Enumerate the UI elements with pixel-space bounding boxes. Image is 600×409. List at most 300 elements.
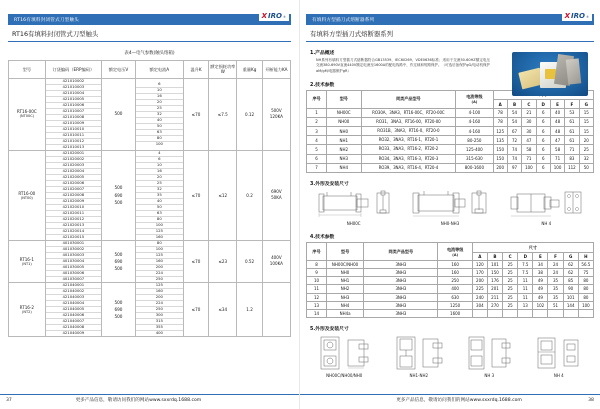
order-code: 421040001	[46, 283, 101, 289]
cell-dim-f: 51	[548, 301, 563, 309]
cell-dim-g: 25	[579, 145, 593, 154]
col-rated-voltage: 额定电压V	[102, 61, 136, 79]
cell-rated-currents	[135, 283, 183, 337]
cell-model: NH4	[327, 301, 364, 309]
cell-weight: 1.2	[237, 283, 262, 337]
cell-dim-g: 15	[579, 108, 593, 117]
cell-weight: 0.12	[237, 78, 262, 150]
table-row	[307, 260, 594, 268]
cell-current-rating: 315-630	[456, 154, 493, 163]
current-value: 25	[136, 106, 183, 112]
cell-dim-e: 71	[550, 154, 564, 163]
brand-logo-right	[562, 11, 592, 21]
cell-no: 13	[307, 301, 327, 309]
order-code: 421010002	[46, 79, 101, 85]
order-code: 421040006	[46, 313, 101, 319]
brand-logo-x: X	[564, 12, 571, 20]
order-code: 421020004	[46, 169, 101, 175]
current-value: 10	[136, 163, 183, 169]
cell-dim-f: 35	[548, 277, 563, 285]
voltage-value: 500	[114, 314, 123, 320]
current-value: 160	[155, 234, 163, 240]
breaking-value: 400V	[271, 254, 282, 260]
order-code: 421010005	[46, 97, 101, 103]
drawing-label: NH00C	[346, 221, 361, 227]
overview-paragraph: NH系列有填料方型插刀式熔断器符合GB13539、IEC60269、VDE0636标准；适用于交流50-60HZ额定电压交流380-690V直流440V额定电流至1600A的配电线路中，作过载和短路保护。（可选后备保护gG/电动机保护aM/gM/电器保护gR）	[316, 58, 490, 73]
table-row	[307, 117, 594, 126]
cell-order-codes	[45, 78, 101, 150]
current-value: 20	[136, 100, 183, 106]
cell-model: NH2	[327, 285, 364, 293]
cell-power-loss: ≤12	[209, 150, 237, 240]
order-code: 401030007	[62, 276, 85, 282]
fuse-base-front-icon	[466, 335, 488, 371]
order-code: 421020005	[46, 175, 101, 181]
right-page-title: 有填料方型插刀式熔断器系列	[306, 25, 594, 42]
order-code: 421010004	[46, 91, 101, 97]
drawing-label: NH1-NH2	[409, 372, 429, 378]
brand-logo-tm: ®	[283, 15, 286, 19]
fuse-body-d	[566, 58, 582, 84]
cell-model: NH00	[327, 117, 361, 126]
col-dim-g: G	[563, 252, 578, 260]
cell-no: 11	[307, 285, 327, 293]
cell-model: RT16-00 (NT00)	[9, 150, 46, 240]
cell-dim-b: 97	[507, 163, 521, 172]
cell-rated-voltage	[102, 240, 136, 282]
cell-dim-f: 24	[548, 269, 563, 277]
cell-dim-c: 25	[503, 293, 518, 301]
current-value: 125	[136, 283, 183, 289]
breaking-value: 100KA	[269, 261, 283, 267]
col-dim-c: C	[522, 100, 536, 108]
table-header-row	[307, 243, 594, 252]
brand-logo-text: IRO	[571, 12, 585, 20]
cell-dim-g: 90	[563, 285, 578, 293]
cell-dim-d: 6	[536, 145, 550, 154]
current-value: 25	[136, 181, 183, 187]
cell-dim-h: 100	[578, 301, 593, 309]
cell-dim-c: 58	[522, 145, 536, 154]
current-value: 355	[136, 325, 183, 331]
voltage-value: 500	[114, 185, 123, 191]
cell-dim-d: 7.5	[518, 269, 533, 277]
current-value: 16	[136, 169, 183, 175]
cell-rated-voltage	[102, 283, 136, 337]
cell-dim-b: 54	[507, 117, 521, 126]
left-page-title: RT16有填料封闭管式刀型触头	[8, 25, 291, 42]
cell-current-rating: 160	[438, 269, 472, 277]
cell-dim-f: 35	[548, 285, 563, 293]
table-row	[307, 301, 594, 309]
col-dim-e: E	[550, 100, 564, 108]
cell-dim-f: 53	[565, 108, 579, 117]
cell-dim-a	[472, 309, 487, 317]
drawing-group-nh00c	[317, 190, 391, 227]
left-header-bar-title: RT16有填料封闭管式刀型触头	[14, 17, 80, 23]
brand-logo-x: X	[261, 12, 268, 20]
col-dim-h: H	[578, 252, 593, 260]
breaking-value: 50KA	[271, 195, 282, 201]
order-code: 421020006	[46, 181, 101, 187]
brand-logo-text: IRO	[268, 12, 282, 20]
cell-dim-a: 78	[493, 108, 507, 117]
cell-no: 1	[307, 108, 327, 117]
cell-dim-a: 200	[472, 277, 487, 285]
fuse-base-front-icon	[394, 335, 418, 371]
col-temp-rise: 温升K	[183, 61, 208, 79]
cell-dim-e: 58	[550, 145, 564, 154]
cell-no: 7	[307, 163, 327, 172]
cell-order-codes	[45, 240, 101, 282]
table-header-row	[9, 61, 291, 79]
cell-dim-b: 211	[487, 293, 502, 301]
current-value: 50	[136, 124, 183, 130]
cell-dim-d: 7.5	[518, 260, 533, 268]
current-value: 224	[136, 271, 183, 277]
cell-dim-e: 47	[550, 136, 564, 145]
cell-dim-g: 62	[563, 269, 578, 277]
current-value: 100	[136, 223, 183, 229]
cell-dim-a: 78	[493, 117, 507, 126]
order-code: 421040007	[46, 319, 101, 325]
order-code: 421010010	[46, 127, 101, 133]
brand-logo-tm: ®	[586, 15, 589, 19]
col-model: 型号	[327, 243, 364, 260]
fuse-front-view-icon	[412, 190, 468, 220]
col-equivalent: 同类产品型号	[364, 243, 438, 260]
cell-dim-e: 100	[550, 163, 564, 172]
cell-breaking-capacity	[262, 283, 290, 337]
col-breaking-capacity: 开断能力KA	[262, 61, 290, 79]
current-value: 160	[136, 259, 183, 265]
order-code: 421020002	[46, 157, 101, 163]
col-current-rating: 电流等级 (A)	[456, 91, 493, 108]
cell-model: NH0	[327, 269, 364, 277]
order-code: 421010011	[46, 133, 101, 139]
current-value: 125	[136, 229, 183, 235]
breaking-value: 690V	[271, 188, 282, 194]
drawing-label: NH0-NH3	[440, 221, 460, 227]
cell-no: 9	[307, 269, 327, 277]
section-3-dimensions: 3.外形及安装尺寸	[310, 181, 349, 187]
order-code: 421010009	[46, 121, 101, 127]
cell-dim-a: 240	[472, 293, 487, 301]
cell-dim-c: 21	[522, 108, 536, 117]
right-header-bar	[306, 14, 594, 25]
table-row	[307, 285, 594, 293]
cell-equivalent: 3NH3	[364, 277, 438, 285]
current-value: 200	[136, 265, 183, 271]
fuse-front-view-icon	[509, 190, 561, 220]
cell-dim-f: 112	[565, 163, 579, 172]
col-current-rating: 电流等级 (A)	[438, 243, 472, 260]
cell-temp-rise: ≤70	[183, 150, 208, 240]
table-row	[9, 283, 291, 337]
cell-dim-h: 80	[578, 293, 593, 301]
table-row	[307, 309, 594, 317]
cell-model: NH3	[327, 154, 361, 163]
table-row	[307, 269, 594, 277]
cell-breaking-capacity	[262, 78, 290, 150]
col-dim-b: B	[487, 252, 502, 260]
current-value: 80	[136, 217, 183, 223]
cell-rated-currents	[135, 78, 183, 150]
cell-equivalent: RO39、3NA3、RT16-4、RT20-4	[361, 163, 456, 172]
cell-dim-g: 85	[563, 277, 578, 285]
current-value: 6	[136, 157, 183, 163]
cell-dim-c: 47	[522, 136, 536, 145]
cell-dim-b: 201	[487, 285, 502, 293]
cell-power-loss: ≤34	[209, 283, 237, 337]
table-row	[307, 163, 594, 172]
cell-order-codes	[45, 150, 101, 240]
electrical-parameters-table	[8, 60, 291, 337]
drawing-label: NH 4	[541, 221, 552, 227]
current-value: 315	[136, 319, 183, 325]
cell-equivalent: RO31B、3NA3、RT16-0、RT20-0	[361, 127, 456, 136]
cell-current-rating: 1600	[438, 309, 472, 317]
cell-dim-g: 62	[563, 260, 578, 268]
left-page-number: 37	[6, 397, 12, 403]
cell-dim-b: 101	[487, 260, 502, 268]
cell-dim-c: 71	[522, 154, 536, 163]
table-row	[307, 145, 594, 154]
cell-model: NH2	[327, 145, 361, 154]
cell-dim-b: 176	[487, 277, 502, 285]
cell-rated-currents	[135, 240, 183, 282]
cell-model: NH1	[327, 136, 361, 145]
cell-power-loss: ≤23	[209, 240, 237, 282]
cell-order-codes	[45, 283, 101, 337]
current-value: 20	[136, 175, 183, 181]
drawing-label: NH 4	[553, 372, 564, 378]
cell-dim-b: 74	[507, 145, 521, 154]
cell-dim-a: 170	[472, 269, 487, 277]
current-value: 125	[136, 253, 183, 259]
col-dim-d: D	[536, 100, 550, 108]
cell-current-rating: 125-400	[456, 145, 493, 154]
current-value: 80	[136, 136, 183, 142]
cell-temp-rise: ≤70	[183, 283, 208, 337]
cell-dim-e: 34	[533, 260, 548, 268]
col-dim-c: C	[503, 252, 518, 260]
cell-current-rating: 80-250	[456, 136, 493, 145]
cell-dim-c: 30	[522, 127, 536, 136]
order-code: 421020009	[46, 199, 101, 205]
breaking-value: 120KA	[269, 114, 283, 120]
cell-rated-voltage	[102, 78, 136, 150]
cell-no: 12	[307, 293, 327, 301]
brand-logo	[259, 11, 289, 21]
tech-params-table-1	[306, 90, 594, 173]
cell-dim-f: 61	[565, 136, 579, 145]
order-code: 421020014	[46, 229, 101, 235]
cell-no: 5	[307, 145, 327, 154]
fuse-base-front-icon	[317, 335, 343, 371]
order-code: 421040005	[46, 307, 101, 313]
cell-dim-c: 100	[522, 163, 536, 172]
col-dim-f: F	[565, 100, 579, 108]
cell-dim-e: 102	[533, 301, 548, 309]
cell-model: NH3	[327, 293, 364, 301]
cell-model: RT16-2 (NT2)	[9, 283, 46, 337]
order-code: 421010007	[46, 109, 101, 115]
cell-temp-rise: ≤70	[183, 240, 208, 282]
order-code: 401030002	[46, 247, 101, 253]
cell-current-rating: 630	[438, 293, 472, 301]
order-code: 421040008	[46, 325, 101, 331]
cell-equivalent: 3NH3	[364, 285, 438, 293]
cell-dim-g: 15	[579, 117, 593, 126]
current-value: 50	[136, 205, 183, 211]
current-value: 10	[136, 88, 183, 94]
cell-rated-voltage	[102, 150, 136, 240]
breaking-value: 500V	[271, 107, 282, 113]
cell-dim-a: 150	[493, 154, 507, 163]
cell-equivalent: RO34、3NA3、RT16-3、RT20-3	[361, 154, 456, 163]
section-2-tech-params: 2.技术参数	[310, 83, 335, 89]
cell-equivalent: RO32、3NA3、RT16-1、RT20-1	[361, 136, 456, 145]
drawing-group-nh0-nh3	[412, 190, 488, 227]
fuse-front-view-icon	[317, 190, 373, 220]
order-code: 421020010	[46, 205, 101, 211]
fuse-side-view-icon	[470, 190, 488, 220]
cell-model: NH1	[327, 277, 364, 285]
table-row	[307, 277, 594, 285]
left-header-bar	[8, 14, 291, 25]
order-code: 421020011	[46, 211, 101, 217]
cell-model: NH00C/NH00	[327, 260, 364, 268]
cell-dim-g: 101	[563, 293, 578, 301]
section-5-dimensions: 5.外形及安装尺寸	[310, 327, 349, 333]
cell-equivalent: RO33、3NA3、RT16-2、RT20-2	[361, 145, 456, 154]
col-dimensions: 尺寸	[472, 243, 593, 252]
left-footer	[0, 394, 299, 403]
col-model: 型号	[327, 91, 361, 108]
cell-dim-c: 25	[503, 301, 518, 309]
cell-no: 10	[307, 277, 327, 285]
col-weight: 重量Kg	[237, 61, 262, 79]
cell-model: RT16-1 (NT1)	[9, 240, 46, 282]
cell-dim-a: 125	[493, 127, 507, 136]
fuse-base-side-icon	[561, 335, 583, 371]
cell-dim-a: 304	[472, 301, 487, 309]
cell-no: 14	[307, 309, 327, 317]
cell-dim-d: 6	[536, 117, 550, 126]
cell-dim-c: 25	[503, 269, 518, 277]
cell-dim-e: 49	[533, 277, 548, 285]
current-value: 80	[136, 241, 183, 247]
drawing-group-base-nh3	[466, 335, 512, 378]
cell-dim-d: 6	[536, 127, 550, 136]
order-code: 401030005	[46, 265, 101, 271]
cell-dim-d: 11	[518, 293, 533, 301]
col-power-loss: 额定损耗功率W	[209, 61, 237, 79]
cell-dim-d: 13	[518, 301, 533, 309]
cell-dim-d: 6	[536, 136, 550, 145]
cell-dim-f: 83	[565, 154, 579, 163]
col-no: 序号	[307, 243, 327, 260]
current-value: 6	[136, 82, 183, 88]
cell-model: NH00C	[327, 108, 361, 117]
table-row	[307, 136, 594, 145]
col-dim-e: E	[533, 252, 548, 260]
cell-dim-g: 15	[579, 127, 593, 136]
cell-weight: 0.52	[237, 240, 262, 282]
cell-dim-e: 49	[533, 293, 548, 301]
col-dim-a: A	[493, 100, 507, 108]
voltage-value: 690	[114, 306, 123, 312]
cell-dim-f: 61	[565, 117, 579, 126]
cell-dim-e: 38	[533, 269, 548, 277]
order-code: 421010012	[46, 139, 101, 145]
col-equivalent: 同类产品型号	[361, 91, 456, 108]
voltage-value: 690	[114, 192, 123, 198]
drawing-label: NH 3	[484, 372, 495, 378]
right-page-number: 38	[588, 397, 594, 403]
cell-no: 3	[307, 127, 327, 136]
col-dim-b: B	[507, 100, 521, 108]
order-code: 421020003	[46, 163, 101, 169]
cell-dim-f	[548, 309, 563, 317]
drawing-label: NH00C/NH00/NH0	[326, 372, 363, 378]
order-code: 421040003	[46, 295, 101, 301]
current-value: 40	[136, 199, 183, 205]
order-code: 421020008	[46, 193, 101, 199]
drawing-group-nh4	[509, 190, 583, 227]
order-code: 421010006	[46, 103, 101, 109]
col-dim-g: G	[579, 100, 593, 108]
fuse-base-front-icon	[535, 335, 559, 371]
cell-dim-c: 30	[522, 117, 536, 126]
current-value: 100	[136, 247, 183, 253]
cell-dim-b	[487, 309, 502, 317]
cell-dim-e: 48	[550, 127, 564, 136]
order-code: 421040002	[46, 289, 101, 295]
cell-dim-e: 48	[550, 117, 564, 126]
cell-dim-a: 120	[472, 260, 487, 268]
order-code: 401030006	[46, 271, 101, 277]
cell-rated-currents	[135, 150, 183, 240]
current-value: 250	[136, 307, 183, 313]
current-value: 200	[136, 295, 183, 301]
current-value: 4	[136, 151, 183, 157]
left-footer-text: 更多产品信息，敬请访问我们的网站www.sxxrdq.1688.com	[75, 398, 202, 403]
col-no: 序号	[307, 91, 327, 108]
table-row	[307, 108, 594, 117]
cell-equivalent: 3NH3	[364, 269, 438, 277]
current-value: 16	[136, 94, 183, 100]
fuse-side-view-icon	[375, 190, 391, 220]
cell-power-loss: ≤7.5	[209, 78, 237, 150]
order-code: 421010008	[46, 115, 101, 121]
cell-dim-b: 150	[487, 269, 502, 277]
cell-dim-c: 25	[503, 277, 518, 285]
cell-dim-f: 71	[565, 145, 579, 154]
table-row	[307, 154, 594, 163]
cell-breaking-capacity	[262, 150, 290, 240]
cell-dim-f: 61	[565, 127, 579, 136]
cell-model: RT16-00C (NT00C)	[9, 78, 46, 150]
order-code: 401030001	[46, 241, 101, 247]
order-code: 421010013	[62, 143, 85, 149]
order-code: 421040004	[46, 301, 101, 307]
cell-equivalent: RO30A、3NA3、RT16-00C、RT20-00C	[361, 108, 456, 117]
cell-no: 6	[307, 154, 327, 163]
col-rated-current: 额定电流A	[135, 61, 183, 79]
order-code: 421020015	[62, 234, 85, 240]
